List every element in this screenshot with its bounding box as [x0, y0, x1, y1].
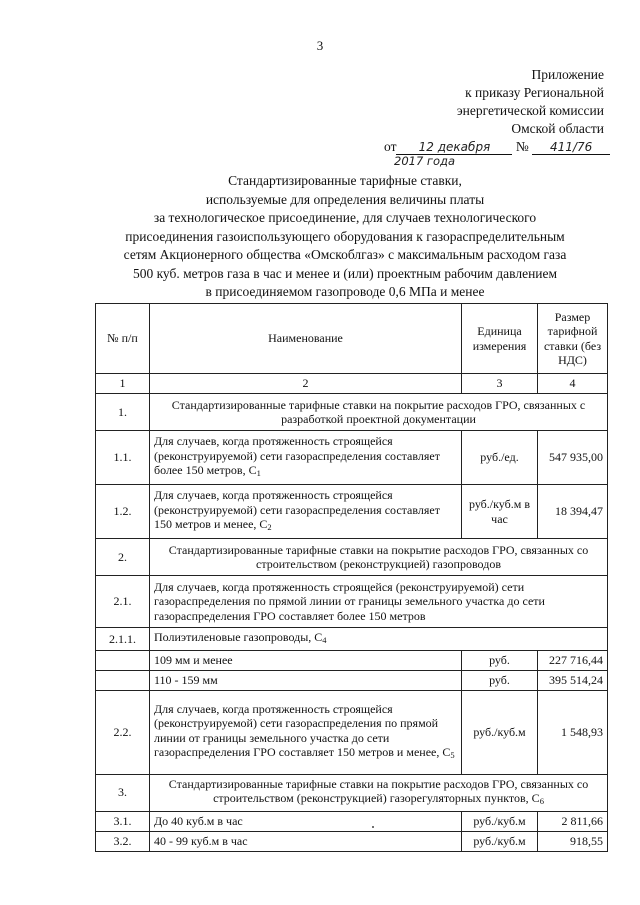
row-unit: руб./куб.м в час — [462, 485, 538, 539]
appendix-line-1: Приложение — [531, 67, 604, 82]
row-description — [150, 431, 462, 485]
title-line-3: за технологическое присоединение, для случаев технологического — [153, 210, 537, 225]
col-number-1: 1 — [96, 374, 150, 394]
table-row — [96, 650, 608, 670]
row-unit: руб./куб.м — [462, 811, 538, 831]
table-row — [96, 485, 608, 539]
row-text: Для случаев, когда протяженность строящейся (реконструируемой) сети газораспределения по прямой линии от границы земельного участка до сети газораспределения ГРО составляет 150 метров и менее, С — [154, 701, 451, 759]
section-heading: Стандартизированные тарифные ставки на покрытие расходов ГРО, связанных с разработкой проектной документации — [150, 394, 608, 431]
order-reference — [384, 139, 610, 155]
title-line-1: Стандартизированные тарифные ставки, — [228, 173, 462, 188]
row-subscript: 6 — [539, 796, 544, 806]
order-from-label: от — [384, 139, 397, 154]
col-number-2: 2 — [150, 374, 462, 394]
appendix-block — [457, 66, 604, 138]
row-description: До 40 куб.м в час — [150, 811, 462, 831]
header-unit: Единица измерения — [462, 304, 538, 374]
title-line-2: используемые для определения величины платы — [205, 191, 485, 207]
row-unit: руб./куб.м — [462, 690, 538, 774]
table-row — [96, 670, 608, 690]
row-value: 1 548,93 — [538, 690, 608, 774]
row-value: 2 811,66 — [538, 811, 608, 831]
row-unit: руб. — [462, 650, 538, 670]
row-num: 1.1. — [96, 431, 150, 485]
row-num: 1. — [96, 394, 150, 431]
header-name: Наименование — [150, 304, 462, 374]
row-num-empty — [96, 670, 150, 690]
column-number-row — [96, 374, 608, 394]
row-subscript: 5 — [450, 750, 455, 760]
row-num: 2.1. — [96, 576, 150, 628]
order-number-label: № — [515, 139, 529, 154]
table-row — [96, 431, 608, 485]
table-row — [96, 831, 608, 851]
col-number-4: 4 — [538, 374, 608, 394]
row-num: 3.2. — [96, 831, 150, 851]
row-description: Для случаев, когда протяженность строящейся (реконструируемой) сети газораспределения по прямой линии от границы земельного участка до сети газораспределения ГРО составляет более 150 метров — [150, 576, 608, 628]
row-value: 227 716,44 — [538, 650, 608, 670]
appendix-line-3: энергетической комиссии — [456, 103, 604, 118]
row-value: 918,55 — [538, 831, 608, 851]
row-subscript: 2 — [267, 522, 272, 533]
order-year-handwritten: 2017 года — [394, 154, 455, 168]
header-num: № п/п — [96, 304, 150, 374]
row-unit: руб./куб.м — [462, 831, 538, 851]
col-number-3: 3 — [462, 374, 538, 394]
title-line-6: 500 куб. метров газа в час и менее и (или) проектным рабочим давлением — [132, 265, 558, 281]
order-number-handwritten: 411/76 — [532, 140, 610, 155]
table-row — [96, 539, 608, 576]
order-date-handwritten: 12 декабря — [396, 140, 512, 155]
row-num: 1.2. — [96, 485, 150, 539]
row-unit: руб./ед. — [462, 431, 538, 485]
row-value: 395 514,24 — [538, 670, 608, 690]
row-description — [150, 485, 462, 539]
tariff-table — [95, 303, 608, 852]
header-rate: Размер тарифной ставки (без НДС) — [538, 304, 608, 374]
row-subscript: 1 — [256, 468, 261, 479]
row-num: 2.1.1. — [96, 628, 150, 651]
row-text: Полиэтиленовые газопроводы, С — [154, 630, 323, 644]
page-number: 3 — [316, 38, 324, 53]
row-description: 40 - 99 куб.м в час — [150, 831, 462, 851]
row-text: Для случаев, когда протяженность строящейся (реконструируемой) сети газораспределения составляет более 150 метров, С — [154, 434, 440, 478]
table-row — [96, 690, 608, 774]
title-line-5: сетям Акционерного общества «Омскоблгаз» с максимальным расходом газа — [123, 247, 567, 262]
row-value: 547 935,00 — [538, 431, 608, 485]
row-description: 110 - 159 мм — [150, 670, 462, 690]
row-num-empty — [96, 650, 150, 670]
row-num: 2.2. — [96, 690, 150, 774]
row-subscript: 4 — [322, 635, 327, 645]
table-row — [96, 811, 608, 831]
table-row — [96, 576, 608, 628]
row-text: Для случаев, когда протяженность строящейся (реконструируемой) сети газораспределения составляет 150 метров и менее, С — [154, 488, 440, 532]
table-row — [96, 394, 608, 431]
table-row — [96, 628, 608, 651]
row-description — [150, 628, 608, 651]
appendix-line-4: Омской области — [511, 121, 604, 136]
row-num: 3.1. — [96, 811, 150, 831]
row-text: Стандартизированные тарифные ставки на покрытие расходов ГРО, связанных со строительством (реконструкцией) газорегуляторных пунктов, С — [168, 776, 589, 805]
section-heading: Стандартизированные тарифные ставки на покрытие расходов ГРО, связанных со строительством (реконструкцией) газопроводов — [150, 539, 608, 576]
row-description: 109 мм и менее — [150, 650, 462, 670]
table-row — [96, 774, 608, 811]
row-num: 2. — [96, 539, 150, 576]
appendix-line-2: к приказу Региональной — [465, 85, 604, 100]
row-unit: руб. — [462, 670, 538, 690]
document-title — [100, 172, 590, 302]
title-line-4: присоединения газоиспользующего оборудования к газораспределительным — [125, 228, 565, 244]
title-line-7: в присоединяемом газопроводе 0,6 МПа и менее — [205, 284, 485, 299]
row-value: 18 394,47 — [538, 485, 608, 539]
table-header-row — [96, 304, 608, 374]
row-num: 3. — [96, 774, 150, 811]
scan-speck — [372, 826, 374, 828]
row-description — [150, 690, 462, 774]
section-heading — [150, 774, 608, 811]
